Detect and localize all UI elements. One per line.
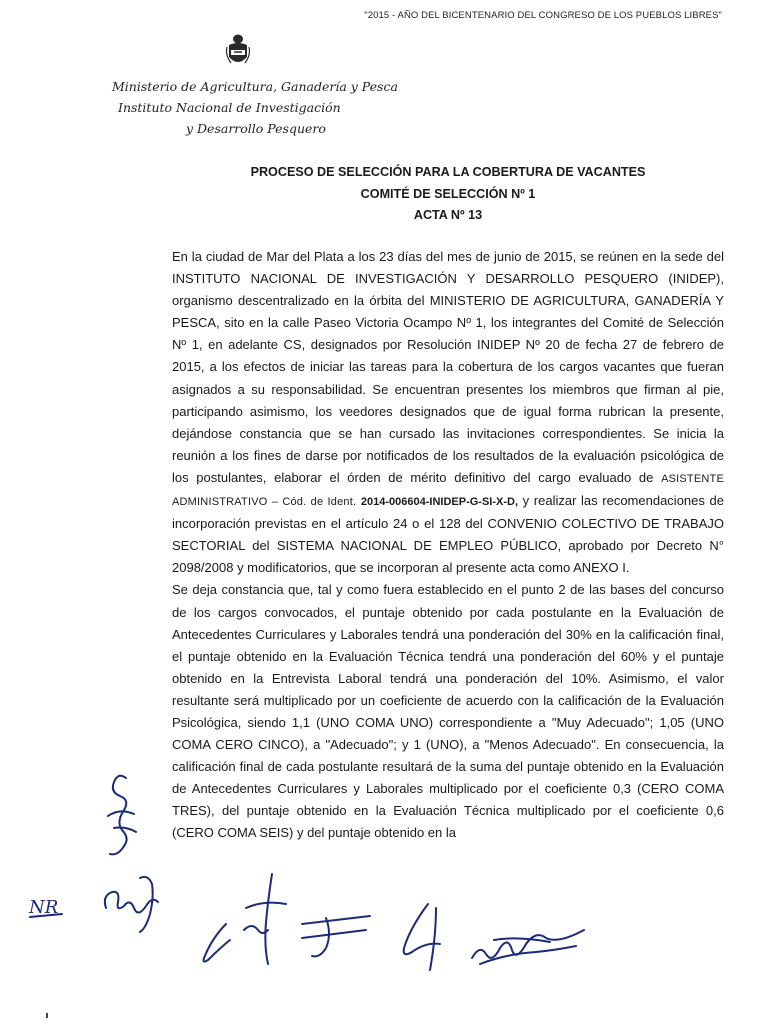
paragraph-1	[172, 246, 724, 579]
institute-line: Instituto Nacional de Investigación	[118, 100, 341, 115]
initials-text: NR	[29, 897, 59, 918]
margin-signature	[100, 770, 146, 862]
scan-mark	[46, 1013, 48, 1018]
signature-5	[396, 900, 452, 976]
signature-4	[296, 908, 376, 964]
document-body	[172, 246, 724, 845]
position-code: 2014-006604-INIDEP-G-SI-X-D,	[360, 496, 519, 509]
national-seal-icon	[225, 33, 251, 67]
paragraph-1-closing: y realizar las recomendaciones de incorporación previstas en el artículo 24 o el 128 del CONVENIO COLECTIVO DE TRABAJO SECTORIAL del SISTEMA NACIONAL DE EMPLEO PÚBLICO, aprobado por Decreto N° 2098/2008 y modificatorios, que se incorporan al presente acta como ANEXO I.	[172, 493, 724, 576]
year-banner: "2015 - AÑO DEL BICENTENARIO DEL CONGRESO DE LOS PUEBLOS LIBRES"	[364, 10, 722, 21]
ministry-line: Ministerio de Agricultura, Ganadería y Pesca	[112, 79, 398, 94]
signature-3	[238, 870, 292, 970]
signature-1	[100, 868, 170, 938]
heading-act-number: ACTA Nº 13	[413, 208, 483, 222]
position-name: ASISTENTE ADMINISTRATIVO – Cód. de Ident.	[172, 472, 724, 509]
paragraph-2: Se deja constancia que, tal y como fuera establecido en el punto 2 de las bases del concurso de los cargos convocados, el puntaje obtenido por cada postulante en la Evaluación de Antecedentes Curriculares y Laborales tendrá una ponderación del 30% en la calificación final, el puntaje obtenido en la Evaluación Técnica tendrá una ponderación del 60% y el puntaje obtenido en la Entrevista Laboral tendrá una ponderación del 10%. Asimismo, el valor resultante será multiplicado por un coeficiente de acuerdo con la calificación de la Evaluación Psicológica, siendo 1,1 (UNO COMA UNO) correspondiente a "Muy Adecuado"; 1,05 (UNO COMA CERO CINCO), a "Adecuado"; y 1 (UNO), a "Menos Adecuado". En consecuencia, la calificación final de cada postulante resultará de la suma del puntaje obtenido en la Evaluación de Antecedentes Curriculares y Laborales multiplicado por el coeficiente 0,3 (CERO COMA TRES), del puntaje obtenido en la Evaluación Técnica multiplicado por el coeficiente 0,6 (CERO COMA SEIS) y del puntaje obtenido en la	[172, 582, 724, 841]
signature-6	[466, 918, 590, 972]
heading-title: PROCESO DE SELECCIÓN PARA LA COBERTURA DE VACANTES	[250, 165, 646, 179]
document-heading	[172, 162, 724, 227]
handwritten-initials	[28, 892, 66, 922]
paragraph-1-intro: En la ciudad de Mar del Plata a los 23 días del mes de junio de 2015, se reúnen en la sede del INSTITUTO NACIONAL DE INVESTIGACIÓN Y DESARROLLO PESQUERO (INIDEP), organismo descentralizado en la órbita del MINISTERIO DE AGRICULTURA, GANADERÍA Y PESCA, sito en la calle Paseo Victoria Ocampo Nº 1, los integrantes del Comité de Selección Nº 1, en adelante CS, designados por Resolución INIDEP Nº 20 de fecha 27 de febrero de 2015, a los efectos de iniciar las tareas para la cobertura de los cargos vacantes que fueran asignados a su responsabilidad. Se encuentran presentes los miembros que firman al pie, participando asimismo, los veedores designados que de igual forma rubrican la presente, dejándose constancia que se han cursado las invitaciones correspondientes. Se inicia la reunión a los fines de darse por notificados de los resultados de la evaluación psicológica de los postulantes, elaborar el órden de mérito definitivo del cargo evaluado de	[172, 249, 724, 485]
heading-committee: COMITÉ DE SELECCIÓN Nº 1	[360, 186, 536, 201]
signature-2	[196, 918, 236, 968]
institute-line-continued: y Desarrollo Pesquero	[186, 121, 326, 136]
letterhead	[112, 76, 398, 139]
